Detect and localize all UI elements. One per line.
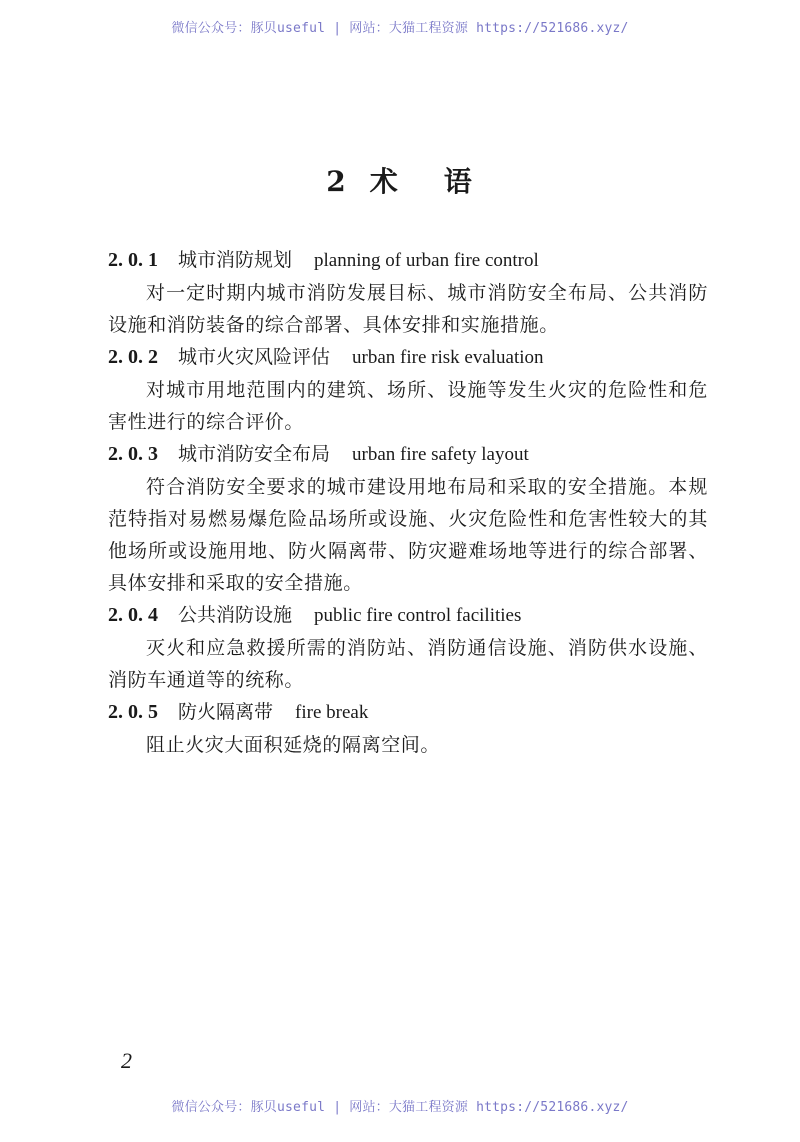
term-2-0-3 xyxy=(108,438,708,599)
term-number: 2. 0. 4 xyxy=(108,604,158,626)
chapter-title-word-1: 术 xyxy=(369,165,400,198)
term-definition: 灭火和应急救援所需的消防站、消防通信设施、消防供水设施、消防车通道等的统称。 xyxy=(108,637,708,691)
term-2-0-1 xyxy=(108,244,708,341)
term-english: urban fire safety layout xyxy=(352,444,529,465)
term-2-0-4 xyxy=(108,599,708,696)
term-english: public fire control facilities xyxy=(314,605,522,626)
term-english: planning of urban fire control xyxy=(314,250,539,271)
chapter-title-word-2: 语 xyxy=(443,165,474,198)
term-english: fire break xyxy=(295,702,369,723)
term-heading xyxy=(108,244,708,277)
page-number: 2 xyxy=(121,1048,132,1073)
term-heading xyxy=(108,696,708,729)
term-definition: 对一定时期内城市消防发展目标、城市消防安全布局、公共消防设施和消防装备的综合部署、具体安排和实施措施。 xyxy=(108,282,708,336)
term-heading xyxy=(108,438,708,471)
term-definition: 符合消防安全要求的城市建设用地布局和采取的安全措施。本规范特指对易燃易爆危险品场所或设施、火灾危险性和危害性较大的其他场所或设施用地、防火隔离带、防灾避难场地等进行的综合部署、具体安排和采取的安全措施。 xyxy=(108,476,708,594)
term-definition: 阻止火灾大面积延烧的隔离空间。 xyxy=(146,734,441,756)
term-2-0-5 xyxy=(108,696,708,761)
term-chinese: 城市消防安全布局 xyxy=(178,443,331,465)
watermark-top: 微信公众号：豚贝useful | 网站：大猫工程资源 https://521686.xyz/ xyxy=(171,21,629,36)
term-number: 2. 0. 5 xyxy=(108,701,158,723)
terms-list xyxy=(108,244,708,761)
term-heading xyxy=(108,599,708,632)
term-2-0-2 xyxy=(108,341,708,438)
term-heading xyxy=(108,341,708,374)
term-number: 2. 0. 1 xyxy=(108,249,158,271)
chapter-number: 2 xyxy=(326,165,348,198)
watermark-bottom: 微信公众号：豚贝useful | 网站：大猫工程资源 https://521686.xyz/ xyxy=(171,1100,629,1115)
term-chinese: 防火隔离带 xyxy=(178,701,274,723)
term-number: 2. 0. 3 xyxy=(108,443,158,465)
term-definition: 对城市用地范围内的建筑、场所、设施等发生火灾的危险性和危害性进行的综合评价。 xyxy=(108,379,708,433)
chapter-title xyxy=(0,160,800,200)
term-english: urban fire risk evaluation xyxy=(352,347,544,368)
term-chinese: 城市火灾风险评估 xyxy=(178,346,331,368)
term-chinese: 公共消防设施 xyxy=(178,604,293,626)
term-number: 2. 0. 2 xyxy=(108,346,158,368)
term-chinese: 城市消防规划 xyxy=(178,249,293,271)
